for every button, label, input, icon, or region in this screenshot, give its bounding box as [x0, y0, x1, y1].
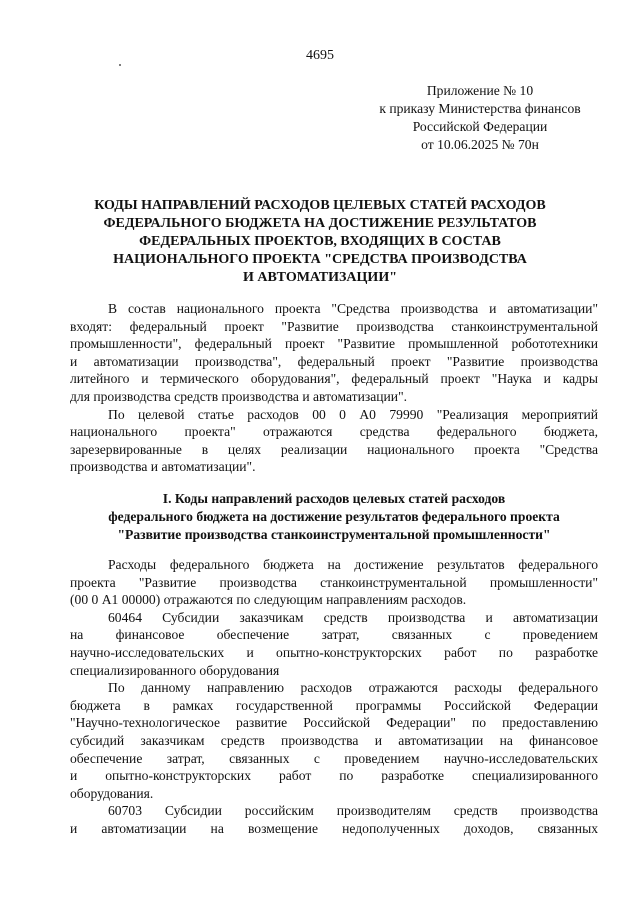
- text-line: на финансовое обеспечение затрат, связанных с проведением: [70, 627, 598, 643]
- section-title-line: федерального бюджета на достижение результатов федерального проекта: [108, 509, 560, 524]
- text-line: и автоматизации производства", федеральный проект "Развитие производства: [70, 353, 598, 369]
- text-line: оборудования.: [70, 785, 154, 801]
- text-line: специализированного оборудования: [70, 662, 280, 678]
- text-line: 60703 Субсидии российским производителям средств производства: [108, 803, 598, 819]
- text-line: зарезервированные в целях реализации национального проекта "Средства: [70, 441, 598, 457]
- text-line: (00 0 А1 00000) отражаются по следующим направлениям расходов.: [70, 592, 467, 608]
- title-line: ФЕДЕРАЛЬНЫХ ПРОЕКТОВ, ВХОДЯЩИХ В СОСТАВ: [139, 234, 501, 249]
- text-line: обеспечение затрат, связанных с проведением научно-исследовательских: [70, 750, 598, 766]
- text-line: В состав национального проекта "Средства производства и автоматизации": [108, 301, 598, 316]
- appendix-line: от 10.06.2025 № 70н: [421, 137, 539, 152]
- title-line: И АВТОМАТИЗАЦИИ": [243, 270, 397, 285]
- appendix-line: Приложение № 10: [426, 83, 534, 98]
- page-number: 4695: [306, 48, 334, 63]
- section-title: [70, 490, 598, 544]
- text-line: По данному направлению расходов отражаются расходы федерального: [108, 680, 598, 696]
- text-line: "Научно-технологическое развитие Российской Федерации" по предоставлению: [70, 715, 598, 731]
- text-line: и автоматизации на возмещение недополученных доходов, связанных: [70, 820, 598, 836]
- appendix-line: Российской Федерации: [412, 119, 548, 134]
- text-line: для производства средств производства и автоматизации".: [70, 388, 408, 404]
- text-line: По целевой статье расходов 00 0 А0 79990 "Реализация мероприятий: [108, 406, 598, 422]
- text-line: литейного и термического оборудования", федеральный проект "Наука и кадры: [70, 371, 598, 387]
- text-line: входят: федеральный проект "Развитие производства станкоинструментальной: [70, 318, 598, 334]
- appendix-block: [360, 82, 600, 154]
- text-line: производства и автоматизации".: [70, 459, 256, 475]
- text-line: 60464 Субсидии заказчикам средств производства и автоматизации: [108, 609, 598, 625]
- intro-paragraphs: [70, 300, 598, 476]
- text-line: промышленности", федеральный проект "Развитие промышленной робототехники: [70, 336, 598, 352]
- text-line: Расходы федерального бюджета на достижение результатов федерального: [108, 557, 598, 572]
- text-line: бюджета в рамках государственной программы Российской Федерации: [70, 697, 598, 713]
- text-line: проекта "Развитие производства станкоинструментальной промышленности": [70, 574, 598, 590]
- appendix-line: к приказу Министерства финансов: [379, 101, 581, 116]
- title-line: КОДЫ НАПРАВЛЕНИЙ РАСХОДОВ ЦЕЛЕВЫХ СТАТЕЙ РАСХОДОВ: [94, 198, 546, 213]
- text-line: национального проекта" отражаются средства федерального бюджета,: [70, 424, 598, 440]
- scan-speck: [119, 64, 121, 66]
- text-line: и опытно-конструкторских работ по разработке специализированного: [70, 768, 598, 784]
- section-paragraphs: [70, 556, 598, 838]
- text-line: субсидий заказчикам средств производства и автоматизации на финансовое: [70, 732, 598, 748]
- section-title-line: I. Коды направлений расходов целевых статей расходов: [162, 491, 506, 506]
- document-title: [70, 197, 570, 287]
- title-line: ФЕДЕРАЛЬНОГО БЮДЖЕТА НА ДОСТИЖЕНИЕ РЕЗУЛЬТАТОВ: [103, 216, 537, 231]
- title-line: НАЦИОНАЛЬНОГО ПРОЕКТА "СРЕДСТВА ПРОИЗВОДСТВА: [113, 252, 527, 267]
- section-title-line: "Развитие производства станкоинструментальной промышленности": [117, 527, 551, 542]
- text-line: научно-исследовательских и опытно-конструкторских работ по разработке: [70, 644, 598, 660]
